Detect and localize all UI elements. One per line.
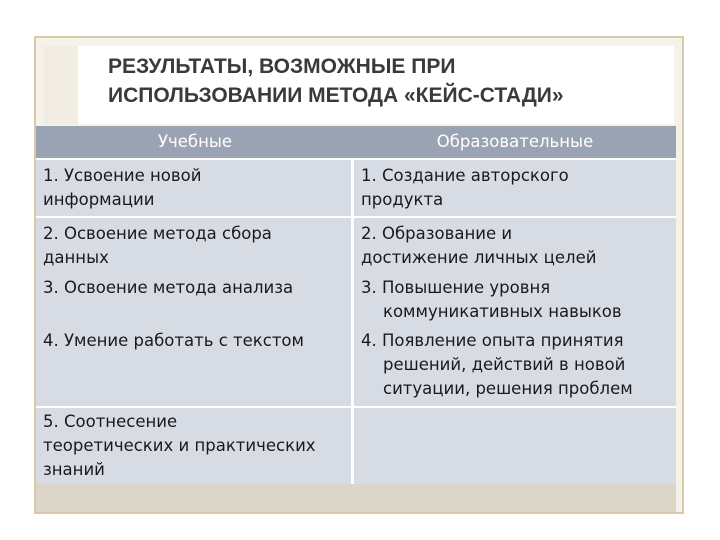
slide-title-line-1: РЕЗУЛЬТАТЫ, ВОЗМОЖНЫЕ ПРИ [108, 55, 456, 78]
right-cell-2 [354, 218, 676, 274]
right-cell-4-line-2: решений, действий в новой [383, 355, 626, 374]
right-cell-4 [354, 326, 676, 406]
slide-title-line-2: ИСПОЛЬЗОВАНИИ МЕТОДА «КЕЙС-СТАДИ» [108, 84, 564, 107]
table-body [36, 160, 676, 512]
left-cell-4-line-1: 4. Умение работать с текстом [43, 331, 304, 350]
left-cell-5-line-3: знаний [43, 460, 105, 479]
left-cell-1-line-2: информации [43, 190, 155, 209]
right-cell-1-line-2: продукта [361, 190, 444, 209]
header-educational-learning: Учебные [157, 132, 233, 151]
right-cell-4-line-3: ситуации, решения проблем [383, 379, 633, 398]
left-cell-2 [36, 218, 351, 274]
left-cell-4 [36, 326, 351, 406]
title-box [44, 46, 674, 124]
results-table [36, 126, 676, 512]
left-cell-1 [36, 160, 351, 216]
header-developmental: Образовательные [436, 132, 594, 151]
bottom-strip [36, 484, 676, 512]
left-cell-3 [36, 274, 351, 326]
left-column [36, 160, 354, 512]
right-column [354, 160, 676, 512]
left-cell-5-line-2: теоретических и практических [43, 436, 316, 455]
table-header-row [36, 126, 676, 160]
right-cell-4-line-1: 4. Появление опыта принятия [361, 331, 624, 350]
right-cell-2-line-2: достижение личных целей [361, 248, 597, 267]
right-cell-2-line-1: 2. Образование и [361, 224, 513, 243]
right-cell-1-line-1: 1. Создание авторского [361, 166, 569, 185]
left-cell-1-line-1: 1. Усвоение новой [43, 166, 202, 185]
right-cell-3 [354, 274, 676, 326]
right-cell-3-line-1: 3. Повышение уровня [361, 278, 551, 297]
left-cell-2-line-1: 2. Освоение метода сбора [43, 224, 272, 243]
right-cell-3-line-2: коммуникативных навыков [383, 302, 622, 321]
left-cell-3-line-1: 3. Освоение метода анализа [43, 278, 294, 297]
left-cell-5-line-1: 5. Соотнесение [43, 412, 178, 431]
left-cell-2-line-2: данных [43, 248, 109, 267]
right-cell-1 [354, 160, 676, 216]
